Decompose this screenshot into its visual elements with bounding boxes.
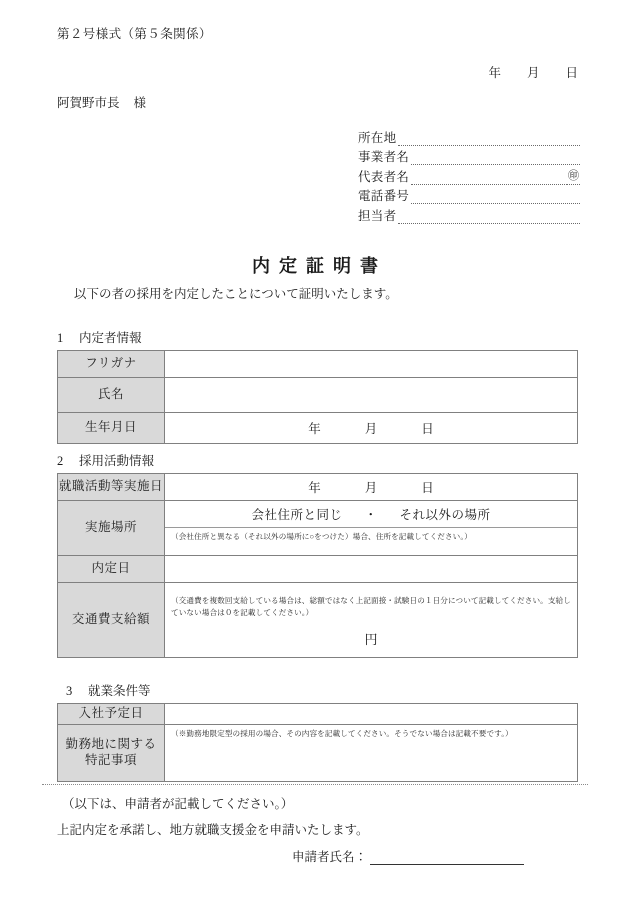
table-row [58, 704, 578, 725]
intro-text: 以下の者の採用を内定したことについて証明いたします。 [74, 287, 398, 301]
name-value[interactable] [165, 378, 578, 413]
furigana-label: フリガナ [58, 351, 165, 378]
section1-heading [57, 328, 578, 346]
applicant-signature [292, 847, 524, 865]
workplace-remarks-value[interactable] [165, 725, 578, 782]
sender-representative-field[interactable] [411, 171, 567, 185]
activity-month-label: 月 [364, 481, 378, 495]
addressee [57, 93, 146, 111]
sender-phone-field[interactable] [411, 190, 580, 204]
table-row [58, 583, 578, 658]
section3-number: 3 [66, 684, 73, 698]
section1-title: 内定者情報 [79, 331, 142, 345]
sender-block [358, 126, 580, 224]
section-recruitment-activity [57, 451, 578, 658]
sender-row-address [358, 126, 580, 146]
employment-conditions-table [57, 703, 578, 782]
addressee-name: 阿賀野市長 [57, 96, 120, 110]
transport-unit-label: 円 [364, 631, 378, 647]
activity-place-value[interactable] [165, 501, 578, 556]
section2-number: 2 [57, 454, 64, 468]
table-row [58, 556, 578, 583]
applicant-name-label: 申請者氏名： [292, 850, 368, 864]
sender-phone-label: 電話番号 [358, 189, 410, 204]
join-date-label: 入社予定日 [58, 704, 165, 725]
offer-date-value[interactable] [165, 556, 578, 583]
sender-contact-person-field[interactable] [398, 210, 580, 224]
birth-month-label: 月 [364, 422, 378, 436]
birthdate-label: 生年月日 [58, 413, 165, 444]
table-row [58, 474, 578, 501]
workplace-note: （※勤務地限定型の採用の場合、その内容を記載してください。そうでない場合は記載不要です。） [171, 729, 513, 738]
section3-heading [57, 681, 578, 699]
page-title: 内定証明書 [252, 256, 387, 276]
section2-title: 採用活動情報 [79, 454, 155, 468]
workplace-remarks-label [58, 725, 165, 782]
sender-row-representative [358, 165, 580, 185]
name-label: 氏名 [58, 378, 165, 413]
section-candidate-info [57, 328, 578, 444]
activity-date-label: 就職活動等実施日 [58, 474, 165, 501]
offer-date-label: 内定日 [58, 556, 165, 583]
sender-contact-person-label: 担当者 [358, 208, 397, 223]
sender-row-business-name [358, 146, 580, 166]
place-options[interactable] [165, 501, 577, 527]
table-row [58, 413, 578, 444]
birthdate-value[interactable] [165, 413, 578, 444]
applicant-name-field[interactable] [370, 850, 524, 865]
seal-icon: ㊞ [567, 170, 580, 185]
sender-address-label: 所在地 [358, 130, 397, 145]
sender-representative-label: 代表者名 [358, 169, 410, 184]
place-option-same[interactable]: 会社住所と同じ [251, 508, 343, 522]
sender-address-field[interactable] [398, 132, 580, 146]
section2-heading [57, 451, 578, 469]
workplace-remarks-label-line1: 勤務地に関する [65, 737, 157, 752]
place-option-separator: ・ [364, 508, 378, 522]
section-divider [42, 784, 588, 785]
transport-allowance-label: 交通費支給額 [58, 583, 165, 658]
date-month-label: 月 [526, 66, 540, 80]
table-row [58, 378, 578, 413]
section1-number: 1 [57, 331, 64, 345]
form-code: 第２号様式（第５条関係） [57, 27, 212, 41]
place-note: （会社住所と異なる（それ以外の場所に○をつけた）場合、住所を記載してください。） [165, 527, 577, 555]
activity-day-label: 日 [421, 481, 434, 495]
transport-allowance-value[interactable] [165, 583, 578, 658]
birth-day-label: 日 [421, 422, 434, 436]
join-date-value[interactable] [165, 704, 578, 725]
recruitment-activity-table [57, 473, 578, 658]
sender-business-name-field[interactable] [411, 151, 580, 165]
activity-place-label: 実施場所 [58, 501, 165, 556]
date-year-label: 年 [488, 66, 501, 80]
sender-row-phone [358, 185, 580, 205]
table-row [58, 725, 578, 782]
birth-year-label: 年 [308, 422, 321, 436]
activity-date-value[interactable] [165, 474, 578, 501]
applicant-statement: 上記内定を承諾し、地方就職支援金を申請いたします。 [57, 823, 369, 837]
activity-year-label: 年 [308, 481, 321, 495]
sender-business-name-label: 事業者名 [358, 150, 410, 165]
sender-row-contact-person [358, 204, 580, 224]
section3-title: 就業条件等 [88, 684, 151, 698]
table-row [58, 501, 578, 556]
applicant-instruction: （以下は、申請者が記載してください。） [62, 797, 294, 811]
table-row [58, 351, 578, 378]
furigana-value[interactable] [165, 351, 578, 378]
transport-note: （交通費を複数回支給している場合は、総額ではなく上記面接・試験日の１日分について記載してください。支給していない場合は０を記載してください。） [171, 596, 571, 617]
date-day-label: 日 [565, 66, 578, 80]
addressee-honorific: 様 [133, 96, 147, 110]
place-option-other[interactable]: それ以外の場所 [399, 508, 491, 522]
candidate-info-table [57, 350, 578, 444]
workplace-remarks-label-line2: 特記事項 [84, 753, 137, 767]
section-employment-conditions [57, 681, 578, 782]
date-line [488, 63, 578, 81]
